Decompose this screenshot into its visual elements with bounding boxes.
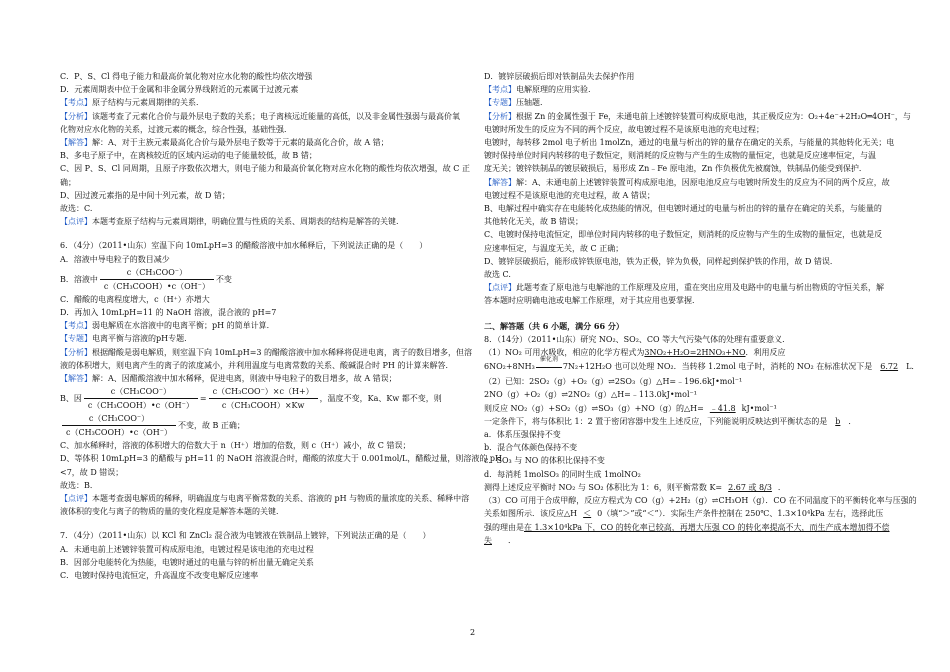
answer-blank: 6.72 — [880, 362, 899, 372]
fenxi-text: 该题考查了元素化合价与最外层电子数的关系；电子离核远近能量的高低，以及非金属性强弱与最高价氧 — [92, 111, 460, 121]
dianping-3 — [484, 281, 884, 294]
numerator: c（CH₃COO⁻） — [100, 266, 214, 280]
q8-1b-mid: 7N₂+12H₂O 也可以处理 NO₂．当转移 1.2mol 电子时，消耗的 NO₂ 在标准状况下是 — [562, 362, 873, 372]
b-prefix: B、因 — [60, 394, 82, 404]
q7-option-c: C．电镀时保持电流恒定，升高温度不改变电解反应速率 — [60, 571, 259, 581]
question-7-stem: 7．（4分）（2011•山东）以 KCl 和 ZnCl₂ 混合液为电镀液在铁制品上镀锌，下列说法正确的是（ ） — [60, 531, 431, 541]
text-line: 故选：C. — [60, 204, 93, 214]
text-line: B、电解过程中确实存在电能转化成热能的情况，但电镀时通过的电量与析出的锌的量存在确定的关系，与能量的 — [484, 204, 882, 214]
answer-blank: 失 — [484, 535, 492, 545]
numerator: c（CH₃COO⁻）×c（H+） — [209, 385, 318, 399]
q8-3b-suffix: 0（填“＞”或“＜”）．实际生产条件控制在 250℃、1.3×10⁴kPa 左右，选择此压 — [597, 509, 884, 519]
q8-option-a: a．体系压强保持不变 — [484, 430, 561, 440]
jieda-2-b-formula — [60, 385, 455, 412]
q8-option-c: c．SO₃ 与 NO 的体积比保持不变 — [484, 456, 605, 466]
text-line: 故选：B． — [60, 480, 98, 490]
jieda-3 — [484, 176, 890, 189]
fraction — [62, 412, 176, 439]
tag-kaodian: 【考点】 — [60, 98, 92, 108]
jieda-text: 解：A、未通电前上述镀锌装置可构成原电池，因原电池反应与电镀时所发生的反应为不同的两个反应，故 — [516, 177, 890, 187]
answer-blank: 3NO₂+H₂O=2HNO₃+NO — [644, 348, 746, 358]
text-line: D、镀锌层破损后，能形成锌铁原电池，铁为正极，锌为负极，同样起到保护铁的作用，故 D 错误． — [484, 256, 838, 266]
fraction — [100, 266, 214, 293]
page-number: 2 — [470, 628, 476, 637]
q8-part-1b — [484, 356, 920, 375]
fenxi-text: 根据醋酸是弱电解质，则室温下向 10mLpH=3 的醋酸溶液中加水稀释将促进电离，离子的数目增多，但溶 — [92, 347, 473, 357]
kaodian-2 — [60, 319, 455, 332]
answer-blank: ＜ — [583, 509, 592, 519]
q8-1-prefix: （1）NO₂ 可用水吸收，相应的化学方程式为 — [484, 348, 645, 358]
text-line: <7，故 D 错误； — [60, 467, 124, 477]
text-line: 电镀过程不是该原电池的充电过程，故 A 错误； — [484, 190, 655, 200]
text-line: 2NO（g）+O₂（g）⇌2NO₂（g）△H=﹣113.0kJ•mol⁻¹ — [484, 390, 697, 400]
text-line: D、因过渡元素指的是中间十列元素，故 D 错； — [60, 190, 230, 200]
text-line: C、加水稀释时，溶液的体积增大的倍数大于 n（H⁺）增加的倍数，则 c（H⁺）减小，故 C 错误； — [60, 441, 411, 451]
q8-3c-prefix: 强的理由是 — [484, 522, 524, 532]
q8-3b-prefix: 关系如图所示．该反应△H — [484, 509, 578, 519]
tag-zhuanti: 【专题】 — [60, 334, 92, 344]
q7-option-d: D．镀锌层破损后即对铁制品失去保护作用 — [484, 72, 635, 81]
zhuanti-3 — [484, 96, 879, 109]
jieda-text: 解：A、因醋酸溶液中加水稀释，促进电离，则液中导电粒子的数目增多，故 A 错误； — [92, 374, 397, 384]
text-line: C．P、S、Cl 得电子能力和最高价氧化物对应水化物的酸性均依次增强 — [60, 72, 313, 81]
q6-b-suffix: 不变 — [215, 274, 232, 284]
q8-2d-prefix: 一定条件下，将与体积比 1：2 置于密闭容器中发生上述反应，下列能说明反映达到平衡状态的是 — [484, 416, 828, 426]
jieda-1 — [60, 136, 455, 149]
fraction — [209, 385, 318, 412]
text-line: D．元素周期表中位于金属和非金属分界线附近的元素属于过渡元素 — [60, 85, 299, 95]
denominator: c（CH₃COOH）•c（OH⁻） — [87, 401, 194, 411]
q6-option-d: D．再加入 10mLpH=11 的 NaOH 溶液，混合液的 pH=7 — [60, 308, 277, 318]
q8-option-d: d．每消耗 1molSO₃ 的同时生成 1molNO₂ — [484, 469, 641, 479]
text-line: 应速率恒定，与温度无关，故 C 正确； — [484, 243, 624, 253]
tag-kaodian: 【考点】 — [484, 85, 516, 95]
q8-1b-suffix: L． — [906, 362, 920, 372]
kaodian-3 — [484, 83, 879, 96]
tag-dianping: 【点评】 — [484, 283, 516, 293]
tag-zhuanti: 【专题】 — [484, 98, 516, 108]
q8-2c-suffix: kJ•mol⁻¹ — [741, 403, 777, 413]
left-column — [60, 70, 502, 582]
jieda-text: 解：A、对于主族元素最高化合价与最外层电子数等于元素的最高化合价，故 A 错； — [92, 138, 389, 148]
question-8-stem: 8．（14分）（2011•山东）研究 NO₂、SO₂、CO 等大气污染气体的处理有重要意义． — [484, 334, 791, 344]
fenxi-3 — [484, 110, 911, 123]
jieda-2-b-formula-2 — [60, 412, 455, 439]
question-6-stem: 6．（4分）（2011•山东）室温下向 10mLpH=3 的醋酸溶液中加水稀释后，下列说法正确的是（ ） — [60, 241, 428, 251]
answer-blank: b — [835, 416, 841, 426]
text-line: 液体积的变化与离子的物质的量的变化程度是解答本题的关键． — [60, 507, 284, 517]
text-line: C、电镀时保持电流恒定，即单位时间内转移的电子数恒定，则消耗的反应物与产生的生成物的量恒定，也就是反 — [484, 230, 883, 240]
q8-part-2d — [484, 415, 879, 428]
zhuanti-2 — [60, 332, 455, 345]
catalyst-arrow — [535, 356, 563, 375]
tag-jieda: 【解答】 — [60, 138, 92, 148]
fenxi-1 — [60, 110, 460, 123]
tag-fenxi: 【分析】 — [60, 111, 92, 121]
zhuanti-text: 压轴题． — [516, 98, 548, 108]
zhuanti-text: 电离平衡与溶液的pH专题． — [92, 334, 193, 344]
q7-option-b: B．因部分电能转化为热能，电镀时通过的电量与锌的析出量无确定关系 — [60, 557, 314, 567]
fraction — [84, 385, 198, 412]
q8-part-3b — [484, 507, 884, 520]
answer-blank: 2.67 或 8/3 — [728, 482, 772, 492]
q8-part-2c — [484, 402, 879, 415]
tag-fenxi: 【分析】 — [60, 347, 92, 357]
fenxi-2 — [60, 346, 473, 359]
text-line: （3）CO 可用于合成甲醇，反应方程式为 CO（g）+2H₂（g）⇌CH₃OH（g）．CO 在不同温度下的平衡转化率与压强的 — [484, 496, 917, 506]
q7-option-a: A．未通电前上述镀锌装置可构成原电池，电镀过程是该电池的充电过程 — [60, 544, 314, 554]
q8-3d-suffix: ． — [508, 535, 516, 545]
text-line: 镀时保持单位时间内转移的电子数恒定，则消耗的反应物与产生的生成物的量恒定，也就是反应速率恒定，与温 — [484, 151, 876, 161]
q6-option-b — [60, 266, 455, 293]
equals-sign: = — [199, 394, 207, 404]
text-line: 化物对应水化物的关系，过渡元素的概念，综合性强，基础性强． — [60, 124, 292, 134]
q6-b-prefix: B．溶液中 — [60, 274, 98, 284]
b-suffix: 不变，故 B 正确； — [177, 421, 245, 431]
text-line: 答本题时应明确电池或电解工作原理，对于其应用也要掌握． — [484, 296, 700, 306]
kaodian-text: 弱电解质在水溶液中的电离平衡；pH 的简单计算． — [92, 321, 275, 331]
kaodian-1 — [60, 96, 455, 109]
q8-2e-suffix: ． — [777, 482, 786, 492]
dianping-1 — [60, 215, 455, 228]
kaodian-text: 电解原理的应用实验. — [516, 85, 591, 95]
tag-jieda: 【解答】 — [60, 374, 92, 384]
fenxi-text: 根据 Zn 的金属性强于 Fe，未通电前上述镀锌装置可构成原电池，其正极反应为：O₂+4e⁻+2H₂O═4OH⁻，与 — [516, 111, 911, 121]
denominator: c（CH₃COOH）•c（OH⁻） — [103, 281, 210, 291]
kaodian-text: 原子结构与元素周期律的关系． — [92, 98, 204, 108]
q8-option-b: b．混合气体颜色保持不变 — [484, 443, 578, 453]
tag-fenxi: 【分析】 — [484, 111, 516, 121]
tag-jieda: 【解答】 — [484, 177, 516, 187]
text-line: 液的体积增大，则电离产生的离子的浓度减小，并利用温度与电离常数的关系、酸碱混合时 PH 的计算来解答． — [60, 360, 454, 370]
tag-dianping: 【点评】 — [60, 217, 92, 227]
text-line: （2）已知：2SO₂（g）+O₂（g）⇌2SO₃（g）△H=﹣196.6kJ•mol⁻¹ — [484, 377, 743, 387]
q8-part-2e — [484, 481, 879, 494]
numerator: c（CH₃COO⁻） — [84, 385, 198, 399]
reactants: 6NO₂+8NH₃ — [484, 362, 535, 372]
text-line: 度无关；镀锌铁制品的镀层破损后，易形成 Zn﹣Fe 原电池，Zn 作负极优先被腐蚀，铁制品仍能受到保护． — [484, 164, 867, 174]
text-line: 确； — [60, 177, 76, 187]
text-line: D、等体积 10mLpH=3 的醋酸与 pH=11 的 NaOH 溶液混合时，醋酸的浓度大于 0.001mol/L，醋酸过量，则溶液的 pH — [60, 454, 502, 464]
catalyst-label: 催化剂 — [539, 356, 558, 364]
dianping-text: 此题考查了原电池与电解池的工作原理及应用，重在突出应用及电路中的电量与析出物质的守恒关系，解 — [516, 283, 884, 293]
numerator: c（CH₃COO⁻） — [62, 412, 176, 426]
answer-blank: ﹣41.8 — [709, 403, 736, 413]
text-line: C、因 P、S、Cl 同周期，且原子序数依次增大，则电子能力和最高价氧化物对应水化物的酸性均依次增强，故 C 正 — [60, 164, 470, 174]
section-title: 二、解答题（共 6 小题，满分 66 分） — [484, 320, 624, 331]
q8-2d-suffix: ． — [848, 416, 857, 426]
tag-dianping: 【点评】 — [60, 494, 92, 504]
text-line: 电镀时所发生的反应为不同的两个反应，故电镀过程不是该原电池的充电过程； — [484, 124, 764, 134]
q6-option-c: C．醋酸的电离程度增大，c（H⁺）亦增大 — [60, 294, 210, 304]
text-line: 电镀时，每转移 2mol 电子析出 1molZn，通过的电量与析出的锌的量存在确定的关系，与能量的其他转化无关；电 — [484, 138, 895, 148]
text-line: 故选 C. — [484, 270, 511, 280]
jieda-2 — [60, 372, 455, 385]
answer-blank: 在 1.3×10⁴kPa 下，CO 的转化率已较高，再增大压强 CO 的转化率提高不大，而生产成本增加得不偿 — [524, 522, 890, 532]
tag-kaodian: 【考点】 — [60, 321, 92, 331]
q8-part-3d — [484, 534, 879, 547]
dianping-text: 本题考查原子结构与元素周期律，明确位置与性质的关系、周期表的结构是解答的关键. — [92, 217, 399, 227]
q8-2c-prefix: 则反应 NO₂（g）+SO₂（g）⇌SO₃（g）+NO（g）的△H= — [484, 403, 704, 413]
denominator: c（CH₃COOH）•c（OH⁻） — [66, 428, 172, 438]
denominator: c（CH₃COOH）×Kw — [221, 401, 305, 411]
dianping-text: 本题考查弱电解质的稀释，明确温度与电离平衡常数的关系、溶液的 pH 与物质的量浓度的关系、稀释中溶 — [92, 494, 470, 504]
q8-1-suffix: ．利用反应 — [745, 348, 786, 358]
text-line: 其他转化无关，故 B 错误； — [484, 217, 583, 227]
text-line: B、多电子原子中，在离核较近的区域内运动的电子能量较低，故 B 错； — [60, 151, 317, 161]
right-column — [484, 70, 920, 547]
q6-option-a: A．溶液中导电粒子的数目减少 — [60, 254, 170, 264]
dianping-2 — [60, 492, 470, 505]
b-suffix: ，温度不变，Ka、Kw 都不变，则 — [319, 394, 442, 404]
q8-2e-prefix: 测得上述反应平衡时 NO₂ 与 SO₂ 体积比为 1：6，则平衡常数 K= — [484, 482, 723, 492]
q8-part-3c — [484, 521, 890, 534]
